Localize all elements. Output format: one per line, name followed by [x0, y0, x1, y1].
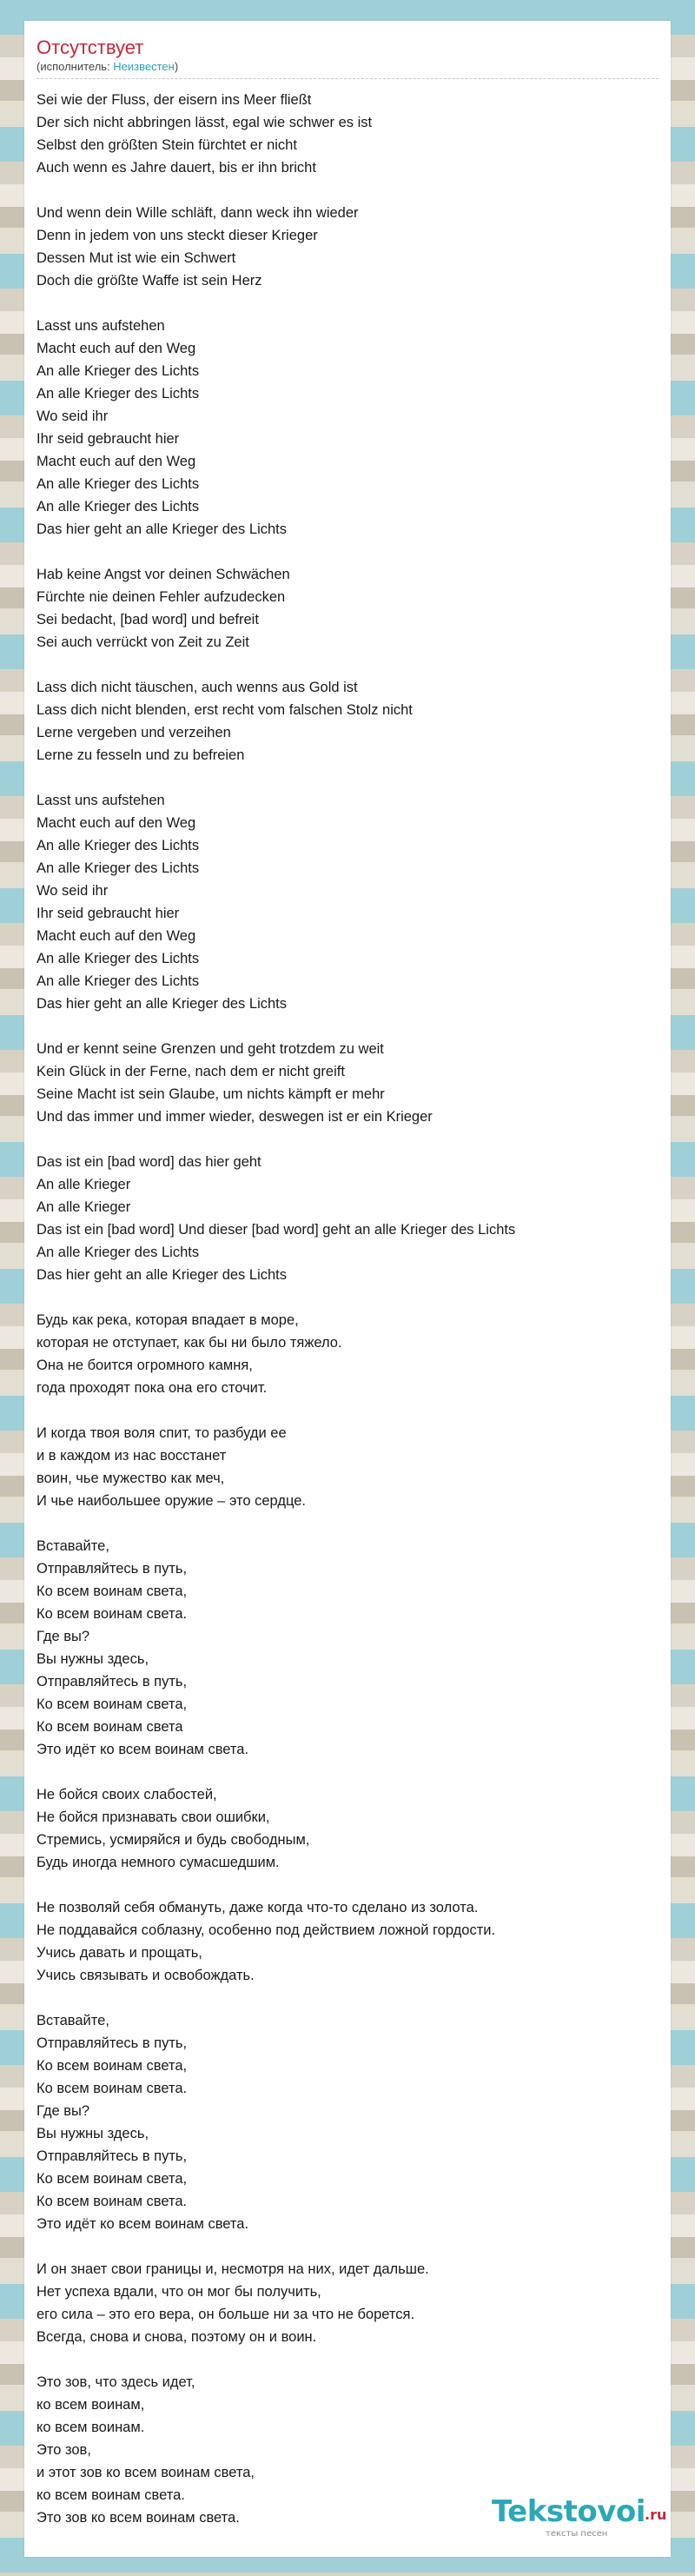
song-header — [36, 37, 659, 79]
lyrics-line: Ihr seid gebraucht hier — [36, 431, 180, 447]
lyrics-line: Das hier geht an alle Krieger des Lichts — [36, 996, 287, 1012]
lyrics-line: Lass dich nicht täuschen, auch wenns aus Gold ist — [36, 680, 358, 695]
artist-suffix: ) — [174, 60, 179, 73]
lyrics-line: Selbst den größten Stein fürchtet er nicht — [36, 137, 297, 153]
lyrics-line: Стремись, усмиряйся и будь свободным, — [36, 1832, 310, 1848]
lyrics-line: И когда твоя воля спит, то разбуди ее — [36, 1425, 287, 1441]
lyrics-line: ко всем воинам, — [36, 2397, 145, 2413]
artist-link[interactable]: Неизвестен — [113, 60, 175, 73]
site-logo[interactable] — [492, 2494, 665, 2546]
lyrics-line: Fürchte nie deinen Fehler aufzudecken — [36, 589, 286, 605]
lyrics-blank-line — [36, 292, 659, 315]
lyrics-line: Denn in jedem von uns steckt dieser Krieger — [36, 228, 318, 243]
lyrics-line: Lerne vergeben und verzeihen — [36, 725, 231, 740]
lyrics-blank-line — [36, 2348, 659, 2371]
lyrics-line: An alle Krieger des Lichts — [36, 973, 200, 989]
lyrics-blank-line — [36, 1286, 659, 1309]
lyrics-line: Kein Glück in der Ferne, nach dem er nicht greift — [36, 1064, 345, 1079]
lyrics-blank-line — [36, 541, 659, 563]
lyrics-line: Sei auch verrückt von Zeit zu Zeit — [36, 634, 249, 650]
lyrics-line: Не бойся своих слабостей, — [36, 1787, 217, 1803]
lyrics-blank-line — [36, 1399, 659, 1422]
lyrics-line: года проходят пока она его сточит. — [36, 1380, 268, 1396]
lyrics-line: Это идёт ко всем воинам света. — [36, 2216, 249, 2232]
lyrics-line: Отправляйтесь в путь, — [36, 2035, 188, 2051]
lyrics-line: Не бойся признавать свои ошибки, — [36, 1809, 270, 1825]
lyrics-line: An alle Krieger des Lichts — [36, 860, 200, 876]
lyrics-line: An alle Krieger — [36, 1177, 131, 1192]
lyrics-line: Это зов, — [36, 2442, 91, 2458]
lyrics-line: An alle Krieger des Lichts — [36, 499, 200, 515]
lyrics-line: Dessen Mut ist wie ein Schwert — [36, 250, 236, 266]
lyrics-line: Doch die größte Waffe ist sein Herz — [36, 273, 262, 289]
lyrics-line: и этот зов ко всем воинам света, — [36, 2465, 255, 2480]
lyrics-line: Вставайте, — [36, 1538, 109, 1554]
artist-line — [36, 59, 659, 75]
lyrics-line: Отправляйтесь в путь, — [36, 1561, 188, 1577]
lyrics-line: и в каждом из нас восстанет — [36, 1448, 227, 1464]
logo-tagline: тексты песен — [546, 2529, 608, 2539]
lyrics-line: An alle Krieger des Lichts — [36, 476, 200, 492]
lyrics-blank-line — [36, 1987, 659, 2009]
lyrics-line: Отправляйтесь в путь, — [36, 1674, 188, 1690]
lyrics-line: Вы нужны здесь, — [36, 2126, 149, 2141]
lyrics-line: Sei bedacht, [bad word] und befreit — [36, 612, 259, 627]
lyrics-line: An alle Krieger des Lichts — [36, 838, 200, 853]
lyrics-line: Das hier geht an alle Krieger des Lichts — [36, 521, 287, 537]
lyrics-line: Не позволяй себя обмануть, даже когда что-то сделано из золота. — [36, 1900, 479, 1915]
lyrics-line: И чье наибольшее оружие – это сердце. — [36, 1493, 307, 1509]
lyrics-line: И он знает свои границы и, несмотря на них, идет дальше. — [36, 2261, 429, 2277]
lyrics-blank-line — [36, 179, 659, 202]
lyrics-line: An alle Krieger des Lichts — [36, 951, 200, 966]
lyrics-line: Lass dich nicht blenden, erst recht vom falschen Stolz nicht — [36, 702, 413, 718]
lyrics-line: Не поддавайся соблазну, особенно под действием ложной гордости. — [36, 1922, 496, 1938]
lyrics-text — [36, 89, 659, 2529]
lyrics-line: Das ist ein [bad word] das hier geht — [36, 1154, 261, 1170]
lyrics-line: Ко всем воинам света, — [36, 1583, 188, 1599]
lyrics-blank-line — [36, 1512, 659, 1535]
lyrics-blank-line — [36, 1128, 659, 1151]
lyrics-blank-line — [36, 767, 659, 789]
lyrics-line: An alle Krieger des Lichts — [36, 386, 200, 402]
lyrics-line: An alle Krieger des Lichts — [36, 1245, 200, 1260]
lyrics-blank-line — [36, 2235, 659, 2258]
lyrics-line: Lasst uns aufstehen — [36, 318, 165, 334]
lyrics-line: Und das immer und immer wieder, deswegen ist er ein Krieger — [36, 1109, 433, 1125]
lyrics-page — [24, 21, 671, 2557]
lyrics-line: Ко всем воинам света. — [36, 2194, 188, 2209]
lyrics-blank-line — [36, 654, 659, 676]
lyrics-line: Ко всем воинам света, — [36, 2058, 188, 2074]
lyrics-line: Учись давать и прощать, — [36, 1945, 202, 1961]
lyrics-line: Где вы? — [36, 1629, 90, 1644]
lyrics-line: Macht euch auf den Weg — [36, 454, 196, 469]
lyrics-line: его сила – это его вера, он больше ни за что не борется. — [36, 2307, 415, 2322]
lyrics-line: Отправляйтесь в путь, — [36, 2148, 188, 2164]
lyrics-line: Будь как река, которая впадает в море, — [36, 1312, 299, 1328]
lyrics-line: Lasst uns aufstehen — [36, 793, 165, 808]
lyrics-line: Ihr seid gebraucht hier — [36, 906, 180, 921]
lyrics-line: Ко всем воинам света — [36, 1719, 183, 1735]
lyrics-line: Она не боится огромного камня, — [36, 1358, 253, 1373]
lyrics-line: Wo seid ihr — [36, 408, 109, 424]
lyrics-line: Ко всем воинам света, — [36, 1696, 188, 1712]
lyrics-line: Und er kennt seine Grenzen und geht trotzdem zu weit — [36, 1041, 384, 1057]
lyrics-line: Ко всем воинам света. — [36, 1606, 188, 1622]
lyrics-line: An alle Krieger — [36, 1199, 131, 1215]
lyrics-blank-line — [36, 1761, 659, 1783]
lyrics-line: Учись связывать и освобождать. — [36, 1968, 255, 1983]
lyrics-line: ко всем воинам света. — [36, 2487, 185, 2503]
lyrics-line: Das hier geht an alle Krieger des Lichts — [36, 1267, 287, 1283]
lyrics-line: Macht euch auf den Weg — [36, 341, 196, 356]
lyrics-line: Это зов, что здесь идет, — [36, 2374, 195, 2390]
logo-tld: .ru — [645, 2506, 667, 2523]
lyrics-line: Это идёт ко всем воинам света. — [36, 1742, 249, 1757]
lyrics-line: Hab keine Angst vor deinen Schwächen — [36, 567, 290, 582]
lyrics-line: Вставайте, — [36, 2013, 109, 2028]
lyrics-line: Всегда, снова и снова, поэтому он и воин. — [36, 2329, 317, 2345]
lyrics-line: Sei wie der Fluss, der eisern ins Meer fließt — [36, 92, 312, 108]
lyrics-line: Auch wenn es Jahre dauert, bis er ihn bricht — [36, 160, 316, 176]
lyrics-line: Seine Macht ist sein Glaube, um nichts kämpft er mehr — [36, 1086, 385, 1102]
lyrics-line: воин, чье мужество как меч, — [36, 1471, 225, 1486]
lyrics-line: которая не отступает, как бы ни было тяжело. — [36, 1335, 342, 1351]
lyrics-line: Это зов ко всем воинам света. — [36, 2510, 240, 2526]
logo-name: Tekstovoi — [492, 2494, 645, 2529]
artist-prefix: (исполнитель: — [36, 60, 114, 73]
lyrics-blank-line — [36, 1874, 659, 1896]
lyrics-blank-line — [36, 1015, 659, 1038]
lyrics-line: Der sich nicht abbringen lässt, egal wie schwer es ist — [36, 115, 373, 130]
lyrics-line: Und wenn dein Wille schläft, dann weck ihn wieder — [36, 205, 359, 221]
lyrics-line: Ко всем воинам света, — [36, 2171, 188, 2187]
song-title: Отсутствует — [36, 37, 144, 58]
lyrics-line: Macht euch auf den Weg — [36, 928, 196, 944]
lyrics-line: Wo seid ihr — [36, 883, 109, 899]
lyrics-line: Lerne zu fesseln und zu befreien — [36, 747, 245, 763]
lyrics-line: Вы нужны здесь, — [36, 1651, 149, 1667]
lyrics-line: Где вы? — [36, 2103, 90, 2119]
lyrics-line: Das ist ein [bad word] Und dieser [bad word] geht an alle Krieger des Lichts — [36, 1222, 516, 1238]
lyrics-line: Macht euch auf den Weg — [36, 815, 196, 831]
lyrics-line: Будь иногда немного сумасшедшим. — [36, 1855, 280, 1870]
lyrics-line: An alle Krieger des Lichts — [36, 363, 200, 379]
lyrics-line: ко всем воинам. — [36, 2420, 145, 2435]
lyrics-line: Ко всем воинам света. — [36, 2081, 188, 2096]
lyrics-line: Нет успеха вдали, что он мог бы получить, — [36, 2284, 321, 2300]
